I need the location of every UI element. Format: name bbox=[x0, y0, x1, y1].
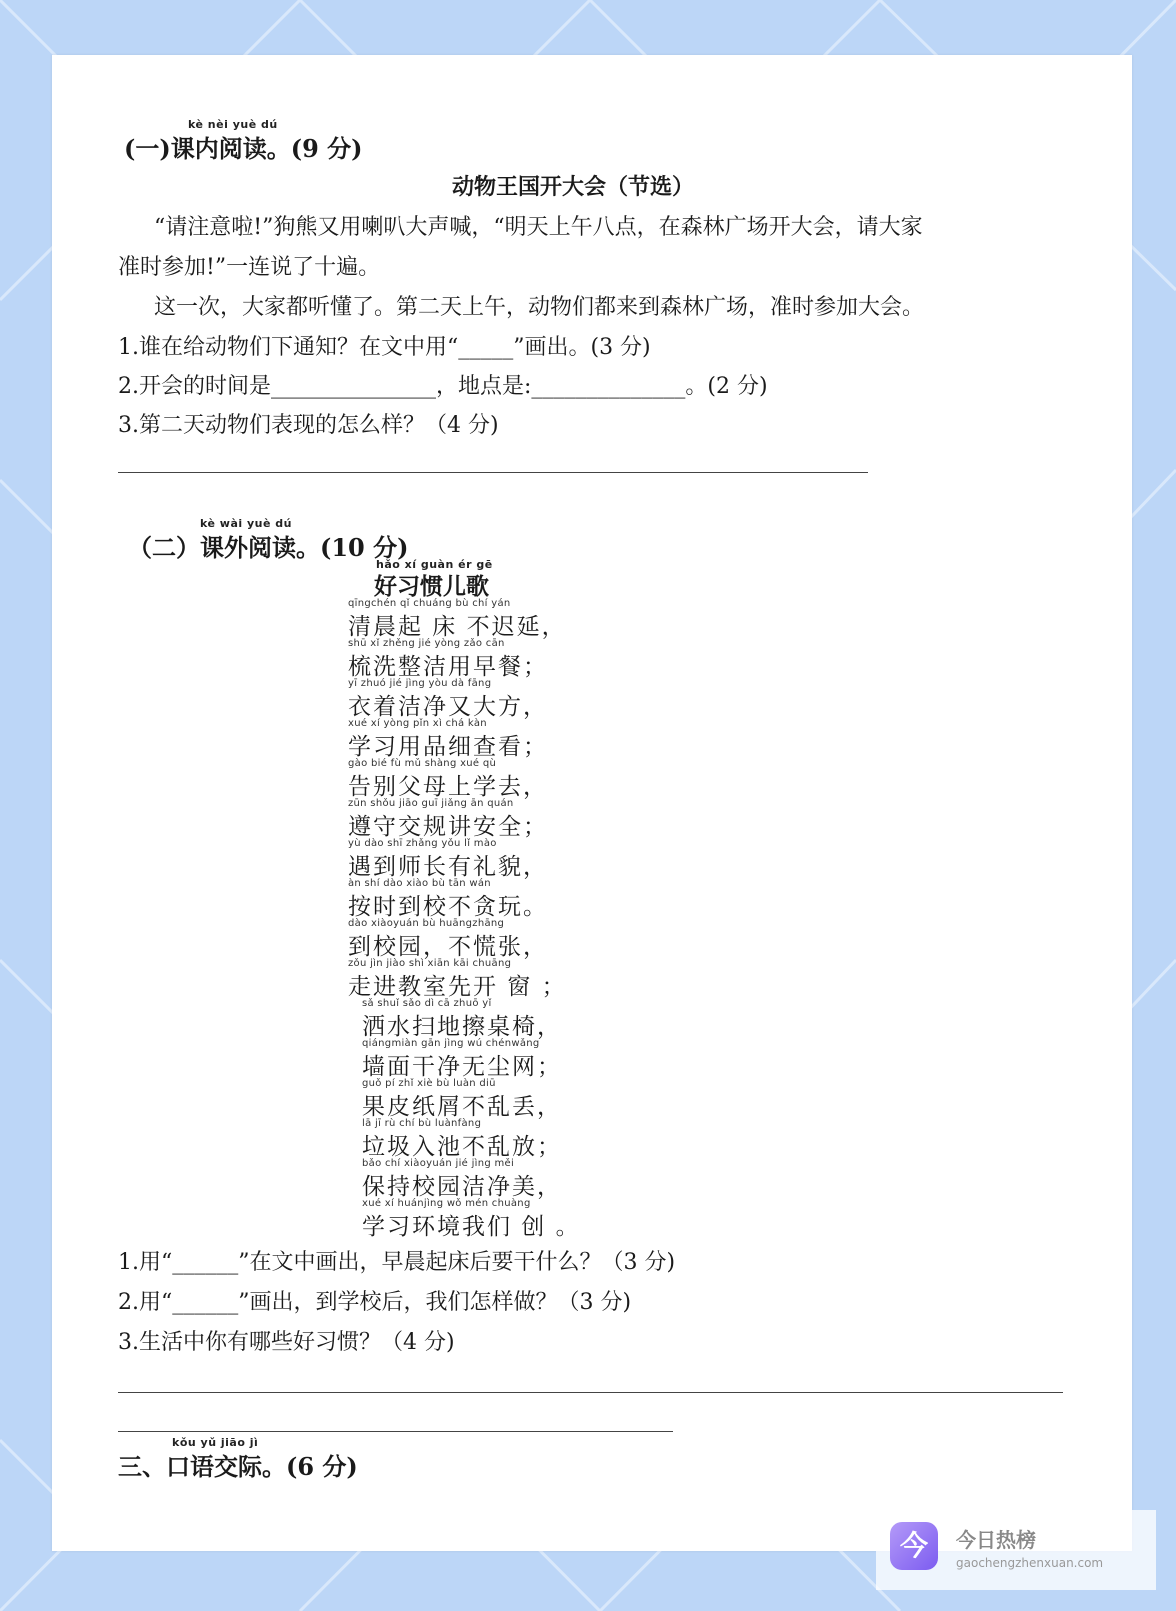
poem-line-text: 学习用品细查看； bbox=[348, 734, 548, 760]
poem-line-pinyin: zūn shǒu jiāo guī jiǎng ān quán bbox=[348, 798, 514, 809]
poem-line-pinyin: xué xí yòng pǐn xì chá kàn bbox=[348, 718, 487, 729]
section1-title: (一)课内阅读。(9 分) bbox=[124, 134, 363, 163]
poem-line-text: 学习环境我们 创 。 bbox=[362, 1214, 581, 1240]
poem-line-pinyin: zǒu jìn jiào shì xiān kāi chuāng bbox=[348, 958, 512, 969]
poem-line-pinyin: àn shí dào xiào bù tān wán bbox=[348, 878, 491, 889]
answer-line[interactable] bbox=[118, 1392, 1063, 1393]
section2-question-2: 2.用“______”画出，到学校后，我们怎样做？（3 分) bbox=[118, 1290, 632, 1315]
passage-paragraph-2: 这一次，大家都听懂了。第二天上午，动物们都来到森林广场，准时参加大会。 bbox=[154, 295, 925, 320]
poem-line-pinyin: bǎo chí xiàoyuán jié jìng měi bbox=[362, 1158, 515, 1169]
answer-line[interactable] bbox=[118, 472, 868, 473]
poem-line-pinyin: dào xiàoyuán bù huāngzhāng bbox=[348, 918, 505, 929]
poem-line-text: 走进教室先开 窗 ； bbox=[348, 974, 567, 1000]
poem-line-text: 梳洗整洁用早餐； bbox=[348, 654, 548, 680]
poem-line-pinyin: shū xǐ zhěng jié yòng zǎo cān bbox=[348, 638, 505, 649]
poem-line-text: 洒水扫地擦桌椅， bbox=[362, 1014, 562, 1040]
section2-question-1: 1.用“______”在文中画出，早晨起床后要干什么？（3 分) bbox=[118, 1250, 676, 1275]
section1-question-2: 2.开会的时间是_______________，地点是:______________。(2 分) bbox=[118, 374, 768, 399]
watermark bbox=[876, 1510, 1156, 1590]
answer-line[interactable] bbox=[118, 1431, 673, 1432]
poem-line-text: 遇到师长有礼貌， bbox=[348, 854, 548, 880]
poem-line-text: 垃圾入池不乱放； bbox=[362, 1134, 562, 1160]
poem-line-pinyin: lā jī rù chí bù luànfàng bbox=[362, 1118, 482, 1129]
poem-line-text: 果皮纸屑不乱丢， bbox=[362, 1094, 562, 1120]
watermark-logo-icon: 今 bbox=[890, 1522, 938, 1570]
poem-title: 好习惯儿歌 bbox=[374, 573, 489, 600]
poem-line-pinyin: qiángmiàn gān jìng wú chénwǎng bbox=[362, 1038, 540, 1049]
poem-line-text: 遵守交规讲安全； bbox=[348, 814, 548, 840]
poem-line-pinyin: guǒ pí zhǐ xiè bù luàn diū bbox=[362, 1078, 496, 1089]
passage-paragraph-1-line-2: 准时参加!”一连说了十遍。 bbox=[118, 255, 381, 280]
poem-line-pinyin: yù dào shī zhǎng yǒu lǐ mào bbox=[348, 838, 497, 849]
section1-question-3: 3.第二天动物们表现的怎么样？（4 分) bbox=[118, 413, 499, 438]
poem-line-text: 清晨起 床 不迟延， bbox=[348, 614, 567, 640]
poem-line-text: 保持校园洁净美， bbox=[362, 1174, 562, 1200]
poem-line-pinyin: xué xí huánjìng wǒ mén chuàng bbox=[362, 1198, 531, 1209]
watermark-url: gaochengzhenxuan.com bbox=[956, 1556, 1104, 1570]
poem-line-text: 衣着洁净又大方， bbox=[348, 694, 548, 720]
poem-line-text: 到校园，不慌张， bbox=[348, 934, 548, 960]
section2-title: （二）课外阅读。(10 分) bbox=[128, 533, 409, 562]
poem-line-pinyin: gào bié fù mǔ shàng xué qù bbox=[348, 758, 497, 769]
passage-title: 动物王国开大会（节选） bbox=[452, 174, 695, 200]
poem-line-text: 按时到校不贪玩。 bbox=[348, 894, 548, 920]
poem-title-pinyin: hǎo xí guàn ér gē bbox=[376, 558, 493, 571]
section2-question-3: 3.生活中你有哪些好习惯？（4 分) bbox=[118, 1330, 455, 1355]
passage-paragraph-1-line-1: “请注意啦!”狗熊又用喇叭大声喊，“明天上午八点，在森林广场开大会，请大家 bbox=[154, 215, 923, 240]
watermark-title: 今日热榜 bbox=[956, 1528, 1036, 1552]
section1-question-1: 1.谁在给动物们下通知？在文中用“_____”画出。(3 分) bbox=[118, 335, 651, 360]
section1-pinyin: kè nèi yuè dú bbox=[188, 118, 278, 131]
poem-line-text: 墙面干净无尘网； bbox=[362, 1054, 562, 1080]
section3-title: 三、口语交际。(6 分) bbox=[118, 1452, 358, 1481]
section3-pinyin: kǒu yǔ jiāo jì bbox=[172, 1436, 259, 1449]
poem-line-pinyin: yī zhuó jié jìng yòu dà fāng bbox=[348, 678, 492, 689]
poem-line-pinyin: sǎ shuǐ sǎo dì cā zhuō yǐ bbox=[362, 998, 492, 1009]
poem-line-pinyin: qīngchén qǐ chuáng bù chí yán bbox=[348, 598, 511, 609]
section2-pinyin: kè wài yuè dú bbox=[200, 517, 292, 530]
poem-line-text: 告别父母上学去， bbox=[348, 774, 548, 800]
